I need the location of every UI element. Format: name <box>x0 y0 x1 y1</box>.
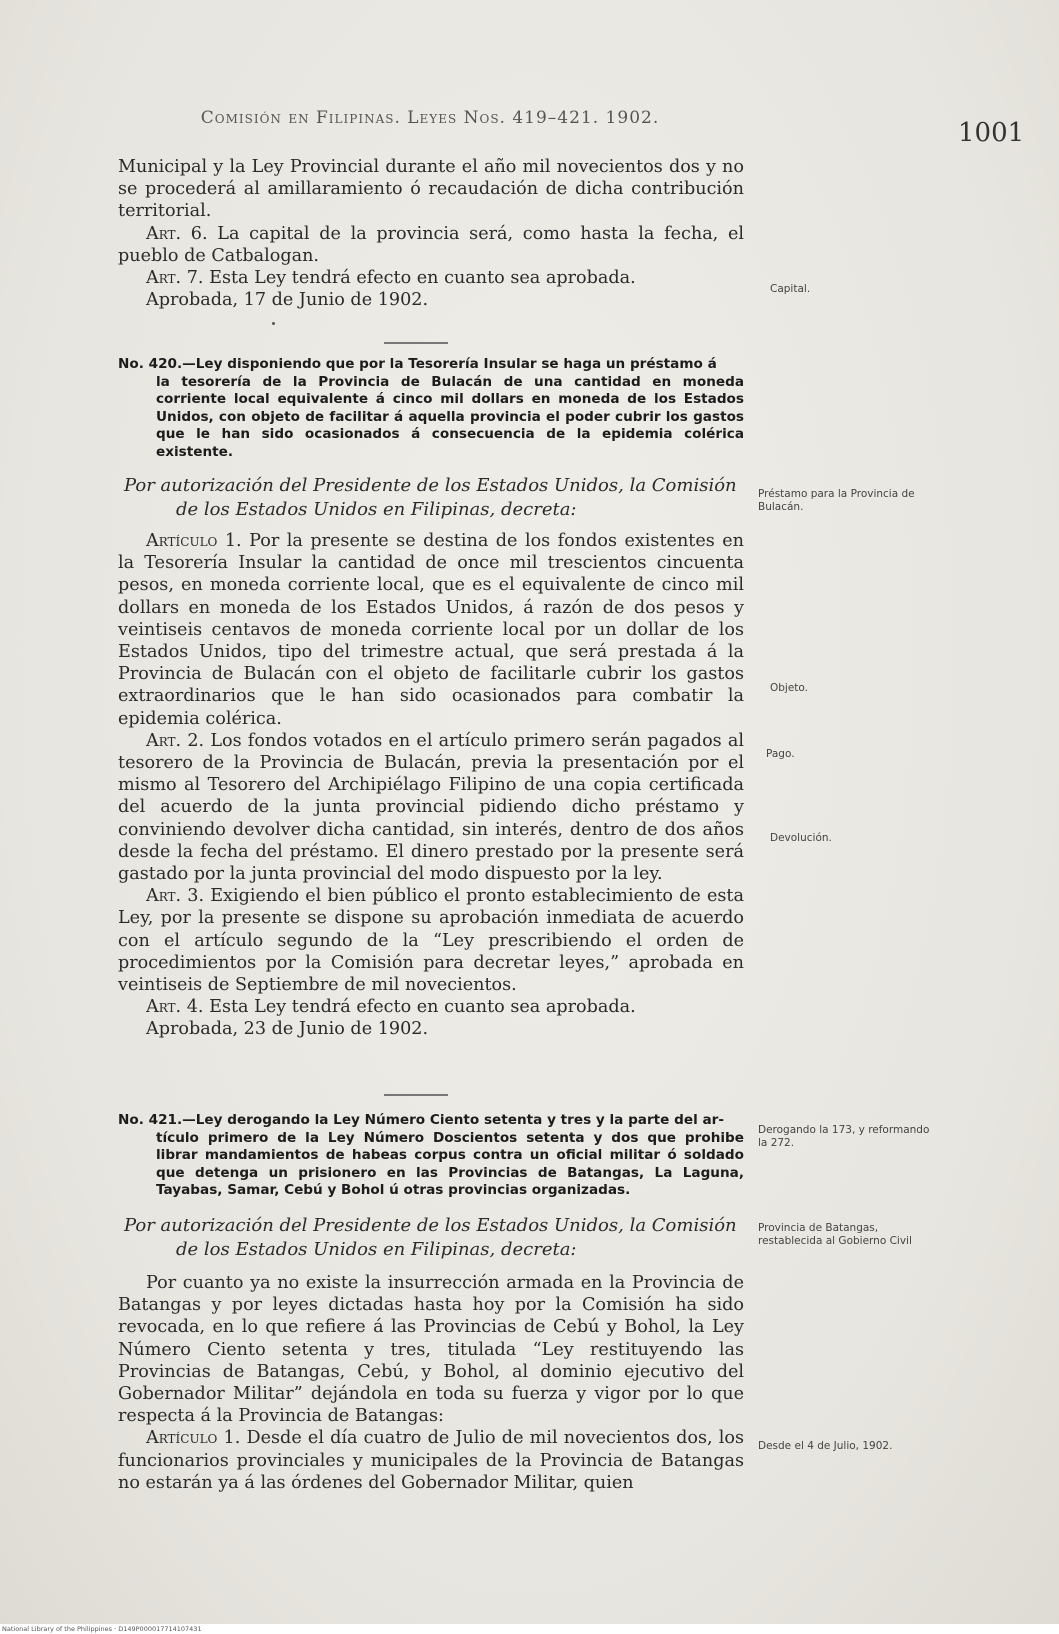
law420-art1-text: Por la presente se destina de los fondos existentes en la Tesorería Insular la cantidad de once mil trescientos cincuenta pesos, en moneda corriente local, que es el equivalente de cinco mil dollars en moneda de los Estados Unidos, á razón de dos pesos y veintiseis centavos de moneda corriente local por un dollar de los Estados Unidos, tipo del trimestre actual, que será prestada á la Provincia de Bulacán con el objeto de facilitarle cubrir los gastos extraordinarios que le han sido ocasionados para combatir la epidemia colérica. <box>118 531 745 729</box>
law420-art4-paragraph <box>118 996 744 1018</box>
law420-enact-line2: de los Estados Unidos en Filipinas, decreta: <box>176 499 577 520</box>
law420-title-first: No. 420.—Ley disponiendo que por la Tesorería Insular se haga un préstamo á <box>118 356 717 372</box>
margin-note-derogando: Derogando la 173, y reformando la 272. <box>758 1124 930 1149</box>
ink-dot <box>272 322 275 325</box>
law421-enact-line1: Por autorización del Presidente de los Estados Unidos, la Comisión <box>124 1215 737 1236</box>
law419-continuation <box>118 156 744 311</box>
law420-body <box>118 530 744 1041</box>
margin-note-capital: Capital. <box>770 283 811 295</box>
law420-art3-paragraph <box>118 885 744 996</box>
art6-label: Art. 6. <box>146 223 208 244</box>
law421-title <box>118 1112 744 1200</box>
law420-art1-paragraph <box>118 530 744 730</box>
art7-label: Art. 7. <box>146 268 204 289</box>
law420-title <box>118 356 744 462</box>
section-divider <box>384 342 448 344</box>
law420-art2-text: Los fondos votados en el artículo primero serán pagados al tesorero de la Provincia de Bulacán, previa la presentación por el mismo al Tesorero del Archipiélago Filipino de una copia certificada del acuerdo de la junta provincial pidiendo dicho préstamo y conviniendo devolver dicha cantidad, sin interés, dentro de dos años desde la fecha del préstamo. El dinero prestado por la presente será gastado por la junta provincial del modo dispuesto por la ley. <box>118 730 744 885</box>
margin-note-provincia-batangas: Provincia de Batangas, restablecida al Gobierno Civil <box>758 1222 912 1247</box>
margin-note-pago: Pago. <box>766 748 795 760</box>
law420-enact-line1: Por autorización del Presidente de los Estados Unidos, la Comisión <box>124 475 737 496</box>
source-footer: National Library of the Philippines · D149P000017714107431 <box>2 1625 202 1633</box>
margin-note-prestamo: Préstamo para la Provincia de Bulacán. <box>758 488 915 513</box>
law421-art1-paragraph <box>118 1427 744 1494</box>
art6-paragraph <box>118 223 744 267</box>
section-divider <box>384 1094 448 1096</box>
law421-body <box>118 1272 744 1494</box>
margin-note-devolucion: Devolución. <box>770 832 832 844</box>
law421-title-rest: tículo primero de la Ley Número Doscientos setenta y dos que prohibe librar mandamientos de habeas corpus contra un oficial militar ó soldado que detenga un prisionero en las Provincias de Batangas, La Laguna, Tayabas, Samar, Cebú y Bohol ú otras provincias organizadas. <box>156 1129 744 1199</box>
law420-art4-label: Art. 4. <box>146 997 204 1018</box>
art7-text: Esta Ley tendrá efecto en cuanto sea aprobada. <box>209 268 636 289</box>
law421-art1-label: Artículo 1. <box>146 1428 241 1449</box>
page-number: 1001 <box>958 118 1025 148</box>
continuation-paragraph: Municipal y la Ley Provincial durante el año mil novecientos dos y no se procederá al amillaramiento ó recaudación de dicha contribución territorial. <box>118 157 744 222</box>
law420-title-rest: la tesorería de la Provincia de Bulacán de una cantidad en moneda corriente local equivalente á cinco mil dollars en moneda de los Estados Unidos, con objeto de facilitar á aquella provincia el poder cubrir los gastos que le han sido ocasionados á consecuencia de la epidemia colérica existente. <box>156 373 744 460</box>
law420-art2-paragraph <box>118 730 744 885</box>
law421-preamble: Por cuanto ya no existe la insurrección armada en la Provincia de Batangas y por leyes dictadas hasta hoy por la Comisión ha sido revocada, en lo que refiere á las Provincias de Cebú y Bohol, la Ley Número Ciento setenta y tres, titulada “Ley restituyendo las Provincias de Batangas, Cebú, y Bohol, al dominio ejecutivo del Gobernador Militar” dejándola en toda su fuerza y vigor por lo que respecta á la Provincia de Batangas: <box>118 1273 744 1427</box>
approval-date: Aprobada, 17 de Junio de 1902. <box>146 290 429 311</box>
law420-art3-text: Exigiendo el bien público el pronto establecimiento de esta Ley, por la presente se dispone su aprobación inmediata de acuerdo con el artículo segundo de la “Ley prescribiendo el orden de procedimientos por la Comisión para decretar leyes,” aprobada en veintiseis de Septiembre de mil novecientos. <box>118 886 744 996</box>
margin-note-objeto: Objeto. <box>770 682 809 694</box>
law421-title-first: No. 421.—Ley derogando la Ley Número Ciento setenta y tres y la parte del ar- <box>118 1112 724 1128</box>
margin-note-desde: Desde el 4 de Julio, 1902. <box>758 1440 893 1452</box>
law421-art1-text: Desde el día cuatro de Julio de mil novecientos dos, los funcionarios provinciales y municipales de la Provincia de Batangas no estarán ya á las órdenes del Gobernador Militar, quien <box>118 1428 744 1493</box>
art7-paragraph <box>118 267 744 289</box>
law420-approval-date: Aprobada, 23 de Junio de 1902. <box>146 1019 429 1040</box>
law421-enact-line2: de los Estados Unidos en Filipinas, decreta: <box>176 1239 577 1260</box>
law421-enacting-clause <box>118 1214 750 1262</box>
law420-art2-label: Art. 2. <box>146 730 205 751</box>
law420-art1-label: Artículo 1. <box>146 531 242 551</box>
law420-enacting-clause <box>118 474 750 522</box>
running-head: Comisión en Filipinas. Leyes Nos. 419–421. 1902. <box>200 108 660 128</box>
law420-art4-text: Esta Ley tendrá efecto en cuanto sea aprobada. <box>209 997 636 1018</box>
law420-art3-label: Art. 3. <box>146 886 205 907</box>
art6-text: La capital de la provincia será, como hasta la fecha, el pueblo de Catbalogan. <box>118 223 744 266</box>
